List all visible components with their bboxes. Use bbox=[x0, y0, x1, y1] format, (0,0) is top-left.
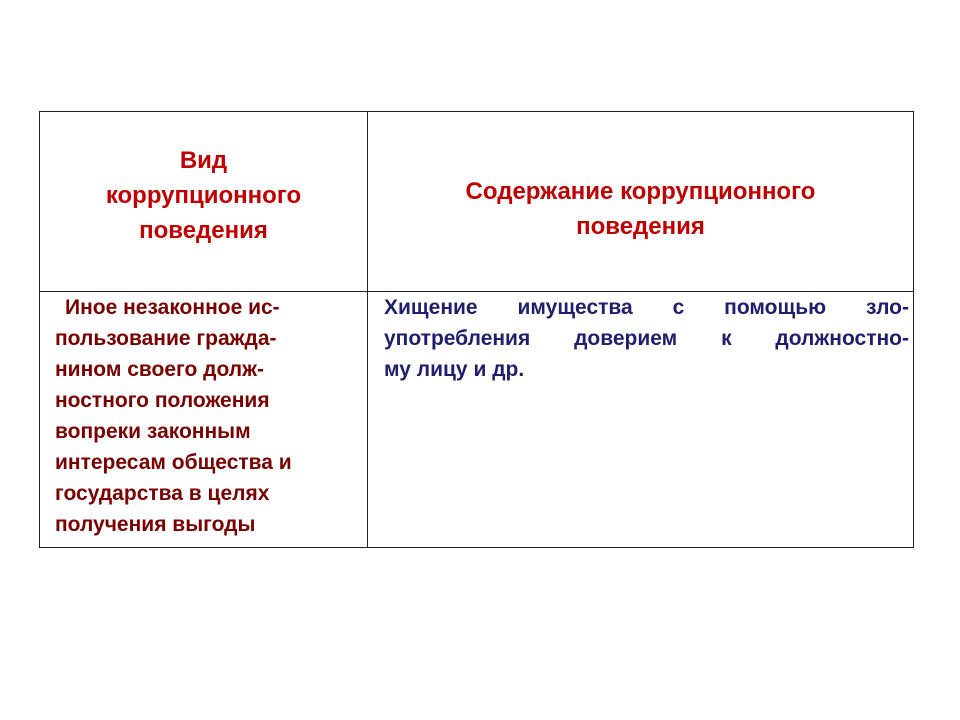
body-content-line: употребления доверием к должностно- bbox=[384, 327, 909, 350]
header-content-line: Содержание коррупционного bbox=[465, 178, 816, 205]
header-cell-content bbox=[368, 112, 914, 292]
corruption-behavior-table bbox=[39, 111, 914, 548]
body-type-line: интересам общества и bbox=[55, 451, 292, 474]
header-content-text bbox=[368, 112, 913, 244]
header-type-line: Вид bbox=[179, 147, 228, 174]
body-cell-content bbox=[368, 292, 914, 548]
header-cell-type bbox=[40, 112, 368, 292]
body-content-text bbox=[368, 292, 913, 385]
body-type-line: ностного положения bbox=[55, 389, 270, 412]
body-type-line: нином своего долж- bbox=[55, 358, 265, 381]
body-cell-type bbox=[40, 292, 368, 548]
body-type-line: вопреки законным bbox=[55, 420, 251, 443]
body-type-text bbox=[40, 292, 367, 540]
table-header-row bbox=[40, 112, 914, 292]
body-type-line: получения выгоды bbox=[55, 513, 256, 536]
table-row bbox=[40, 292, 914, 548]
body-content-line: Хищение имущества с помощью зло- bbox=[384, 296, 909, 319]
body-type-line: государства в целях bbox=[55, 482, 270, 505]
body-type-line: пользование гражда- bbox=[55, 327, 277, 350]
header-type-line: поведения bbox=[139, 217, 268, 244]
body-content-line: му лицу и др. bbox=[384, 358, 525, 381]
header-content-line: поведения bbox=[576, 213, 705, 240]
header-type-line: коррупционного bbox=[105, 182, 302, 209]
body-type-line: Иное незаконное ис- bbox=[65, 296, 280, 319]
header-type-text bbox=[40, 112, 367, 248]
